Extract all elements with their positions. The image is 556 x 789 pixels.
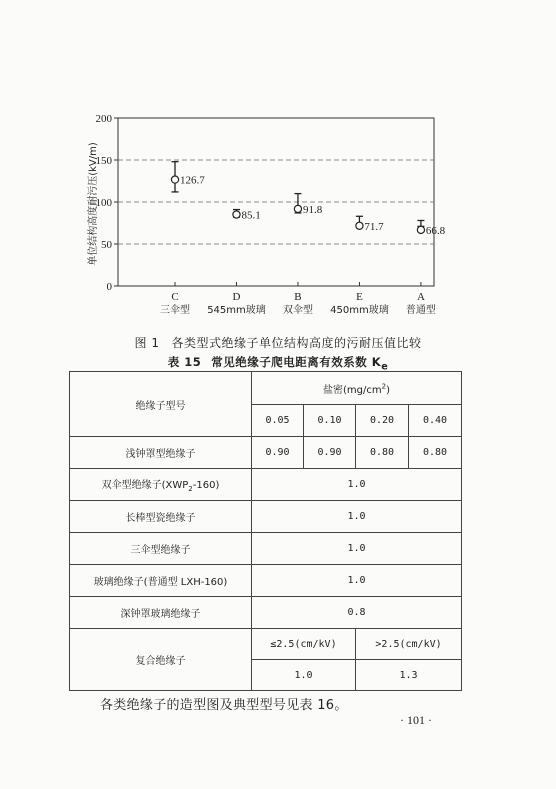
row-name-tail: -160) (192, 480, 220, 491)
table-row (70, 533, 462, 565)
table-row (70, 597, 462, 629)
row-name: 三伞型绝缘子 (70, 533, 252, 565)
table-row (70, 501, 462, 533)
salt-level-cell: 0.05 (252, 405, 304, 437)
row-name: 玻璃绝缘子(普通型 LXH-160) (70, 565, 252, 597)
category-name: 545mm玻璃 (207, 305, 266, 316)
header-insulator-type: 绝缘子型号 (70, 372, 252, 437)
header-salt-density (252, 372, 462, 405)
chart (0, 0, 556, 330)
figure-number: 图 1 (134, 336, 160, 350)
data-label: 71.7 (364, 220, 384, 233)
y-tick-label: 0 (106, 281, 112, 293)
table-number: 表 15 (167, 355, 202, 369)
condition-cell: >2.5(cm/kV) (356, 629, 462, 660)
table-row (70, 565, 462, 597)
data-point (417, 226, 424, 233)
row-name-text: 双伞型绝缘子(XWP (101, 480, 189, 491)
row-name-subscript: 2 (188, 485, 193, 493)
table-caption (0, 354, 556, 372)
data-point (233, 211, 240, 218)
row-name: 长棒型瓷绝缘子 (70, 501, 252, 533)
value-cell: 1.0 (252, 533, 462, 565)
data-label: 91.8 (302, 203, 323, 216)
category-name: 450mm玻璃 (330, 305, 389, 316)
value-cell: 1.0 (252, 660, 356, 691)
row-name: 复合绝缘子 (70, 629, 252, 691)
row-name: 深钟罩玻璃绝缘子 (70, 597, 252, 629)
value-cell: 0.80 (409, 437, 462, 469)
category-code: E (356, 291, 363, 303)
category-code: B (294, 291, 302, 303)
value-cell: 0.8 (252, 597, 462, 629)
data-label: 85.1 (241, 209, 261, 222)
header-salt-text: 盐密(mg/cm (323, 384, 382, 396)
table-row (70, 629, 462, 660)
table-row (70, 437, 462, 469)
salt-level-cell: 0.40 (409, 405, 462, 437)
data-label: 126.7 (180, 174, 205, 187)
category-code: D (232, 291, 241, 303)
figure-caption (0, 334, 556, 351)
condition-cell: ≤2.5(cm/kV) (252, 629, 356, 660)
row-name: 浅钟罩型绝缘子 (70, 437, 252, 469)
header-salt-sup: 2 (381, 382, 387, 391)
data-point (171, 176, 178, 183)
page-number: · 101 · (400, 713, 432, 727)
header-salt-close: ) (386, 384, 391, 396)
value-cell: 0.90 (304, 437, 356, 469)
y-tick-label: 100 (95, 197, 112, 209)
salt-level-cell: 0.10 (304, 405, 356, 437)
category-name: 双伞型 (282, 305, 313, 316)
table-row (70, 469, 462, 501)
table-caption-text: 常见绝缘子爬电距离有效系数 K (211, 355, 382, 369)
category-name: 普通型 (405, 305, 436, 316)
category-code: A (416, 291, 425, 303)
coefficient-table (69, 371, 462, 691)
value-cell: 0.90 (252, 437, 304, 469)
body-paragraph: 各类绝缘子的造型图及典型型号见表 16。 (100, 698, 348, 713)
y-tick-label: 50 (101, 239, 112, 251)
y-tick-label: 150 (95, 155, 112, 167)
value-cell: 1.0 (252, 469, 462, 501)
salt-level-cell: 0.20 (356, 405, 409, 437)
category-name: 三伞型 (160, 305, 190, 316)
value-cell: 1.0 (252, 501, 462, 533)
value-cell: 1.3 (356, 660, 462, 691)
data-point (356, 222, 363, 229)
data-label: 66.8 (425, 224, 446, 237)
y-tick-label: 200 (95, 113, 112, 125)
table-caption-subscript: e (381, 361, 389, 373)
value-cell: 1.0 (252, 565, 462, 597)
figure-caption-text: 各类型式绝缘子单位结构高度的污耐压值比较 (171, 336, 422, 350)
category-code: C (171, 291, 179, 303)
data-point (294, 205, 301, 212)
y-axis-label: 单位结构高度耐污压(kV/m) (88, 142, 99, 266)
value-cell: 0.80 (356, 437, 409, 469)
row-name (70, 469, 252, 501)
